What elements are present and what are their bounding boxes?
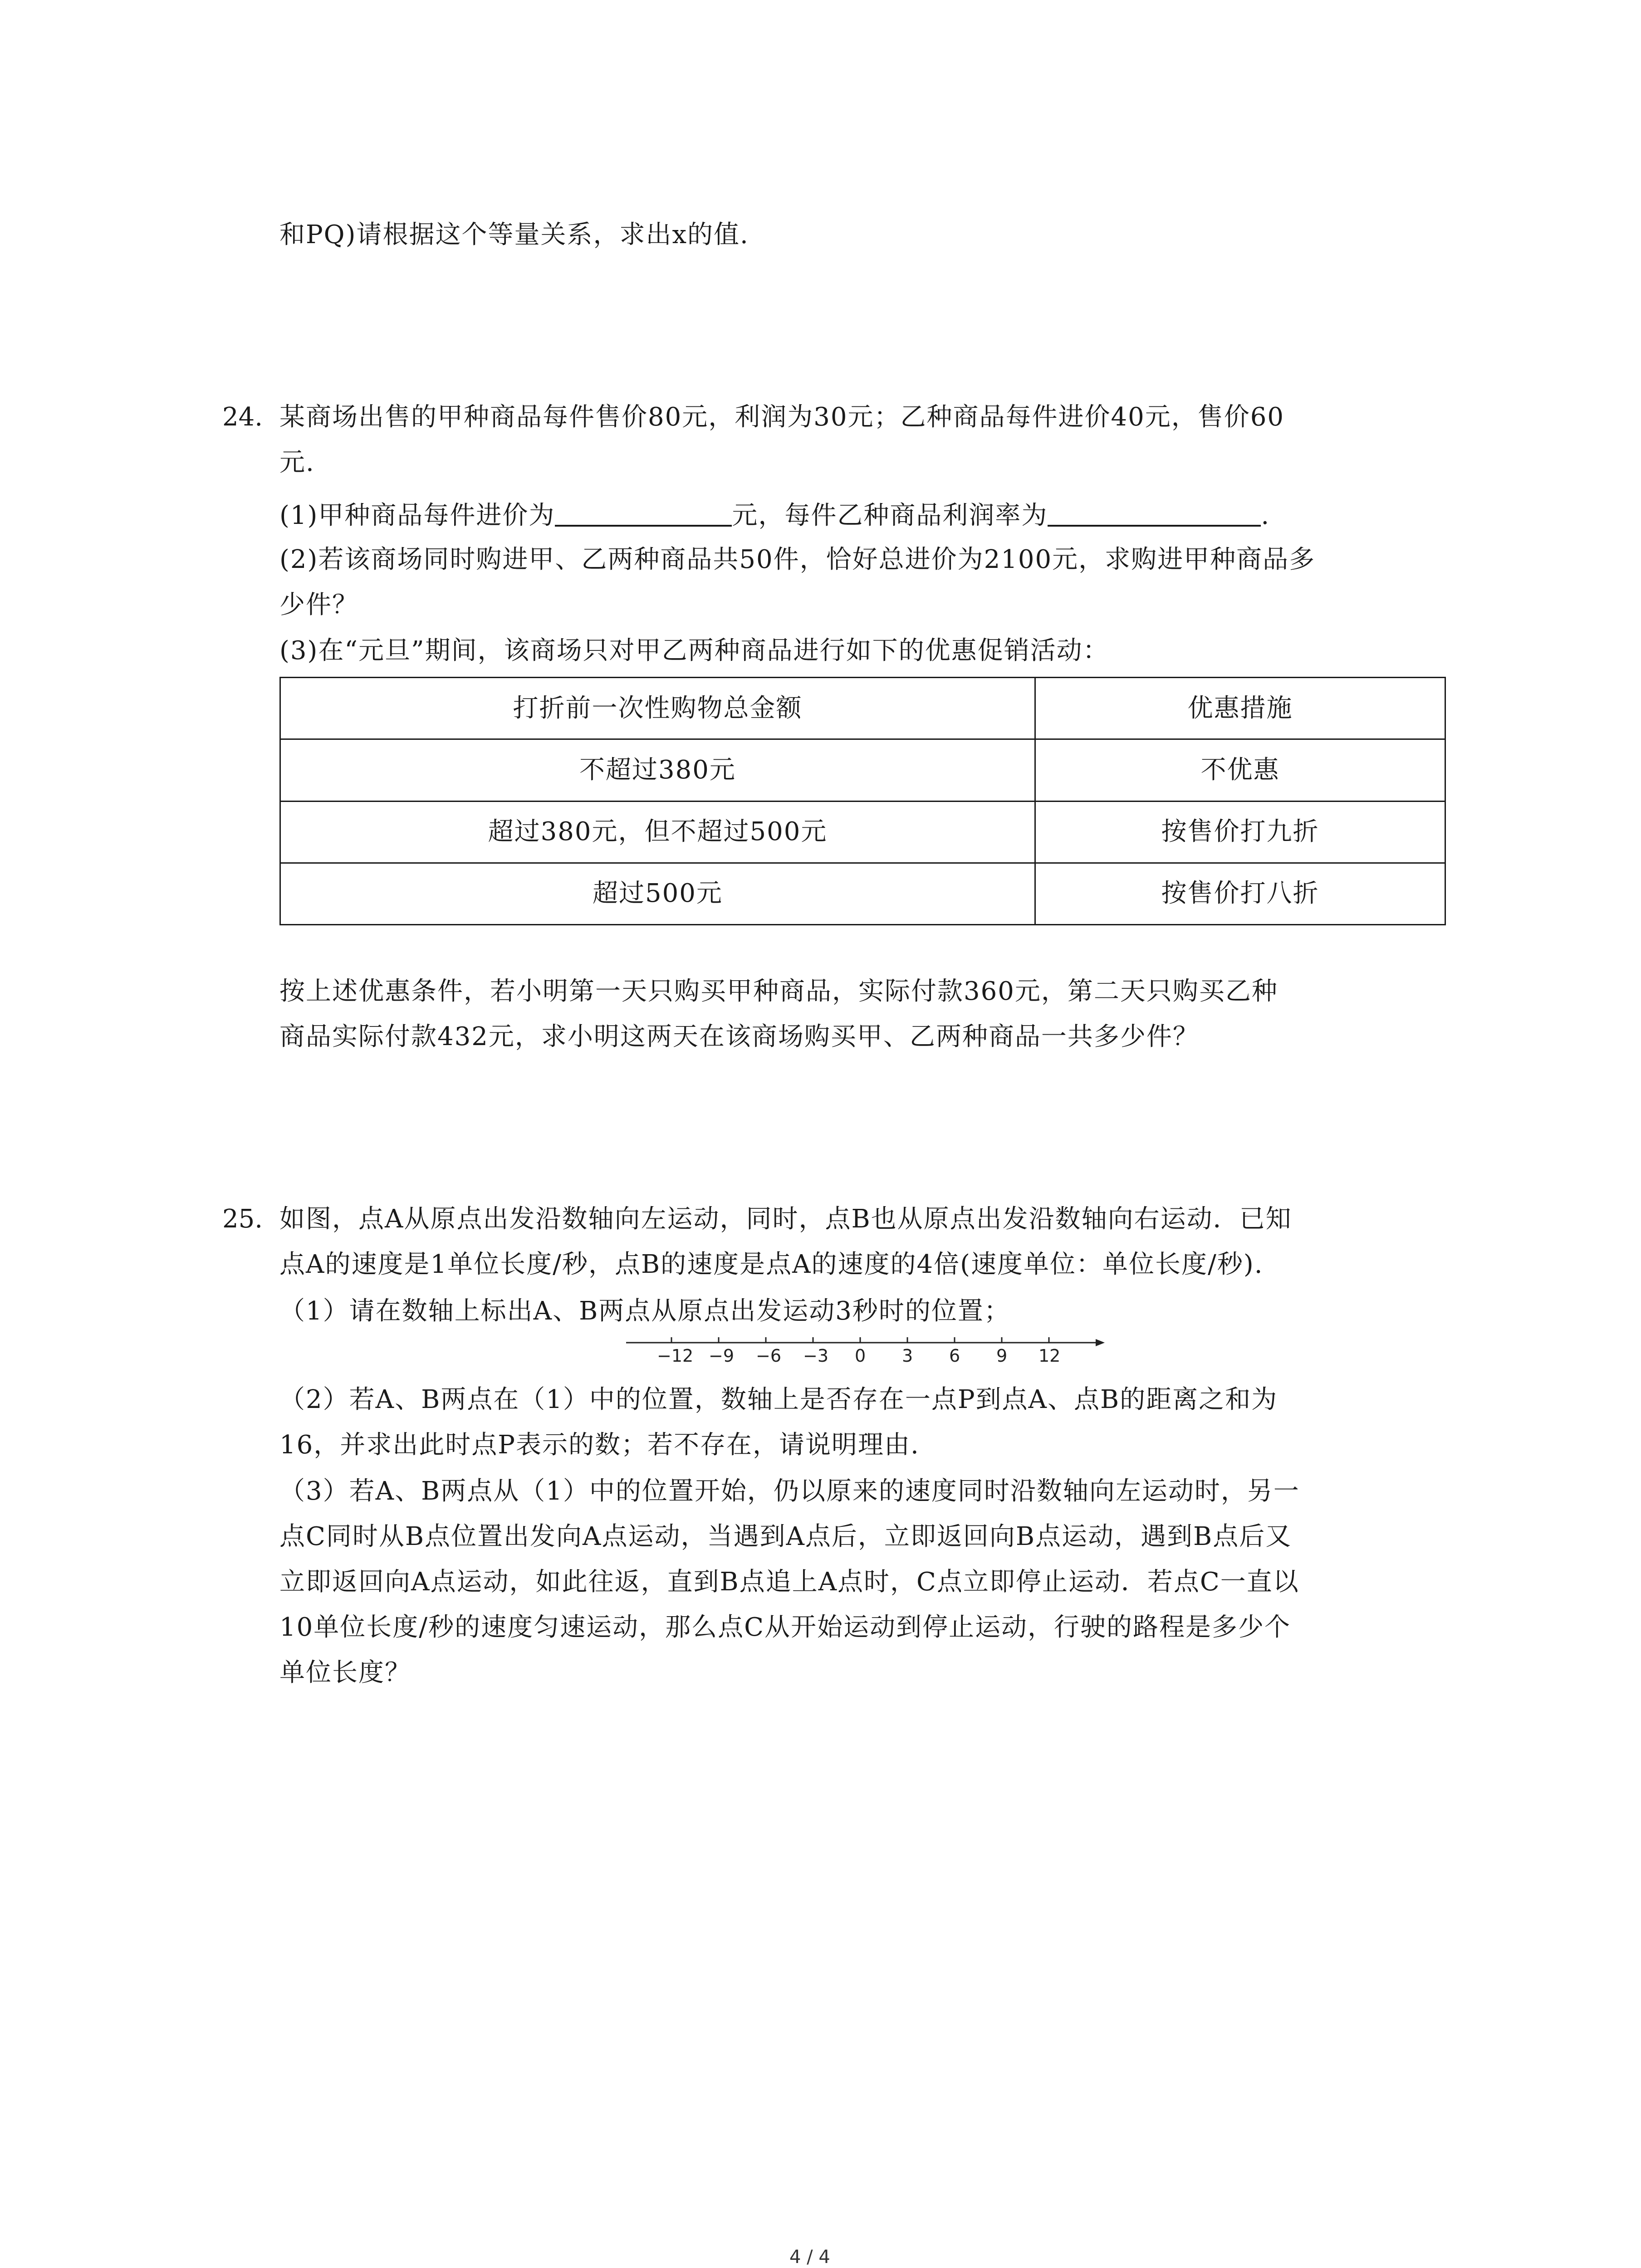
table-cell: 超过380元，但不超过500元 [280,801,1035,863]
axis-tick-label: −9 [709,1346,735,1366]
sub-question-text: (1)甲种商品每件进价为 [279,501,555,530]
table-header-row [280,678,1445,739]
table-cell: 不优惠 [1035,739,1445,801]
axis-tick-label: 3 [902,1346,913,1366]
sub-question-3: 单位长度？ [279,1658,411,1687]
discount-table [279,677,1446,925]
sub-question-text: 元，每件乙种商品利润率为 [732,501,1048,530]
arrow-right-icon [1096,1339,1105,1346]
question-stem: 元. [279,448,315,477]
question-number: 25. [222,1204,263,1234]
table-row [280,863,1445,924]
answer-blank[interactable] [555,502,732,527]
sub-question-3: 商品实际付款432元，求小明这两天在该商场购买甲、乙两种商品一共多少件？ [279,1022,1199,1051]
sub-question-3: 立即返回向A点运动，如此往返，直到B点追上A点时，C点立即停止运动．若点C一直以 [279,1567,1299,1597]
table-row [280,739,1445,801]
sub-question-3: 点C同时从B点位置出发向A点运动，当遇到A点后，立即返回向B点运动，遇到B点后又 [279,1522,1292,1551]
sub-question-2: (2)若该商场同时购进甲、乙两种商品共50件，恰好总进价为2100元，求购进甲种商品多 [279,545,1316,574]
table-cell: 按售价打八折 [1035,863,1445,924]
sub-question-1 [279,502,1270,528]
sub-question-2: 少件？ [279,590,358,620]
table-header-cell: 打折前一次性购物总金额 [280,678,1035,739]
question-stem: 点A的速度是1单位长度/秒，点B的速度是点A的速度的4倍(速度单位：单位长度/秒). [279,1250,1264,1279]
table-row [280,801,1445,863]
table-cell: 按售价打九折 [1035,801,1445,863]
sub-question-2: （2）若A、B两点在（1）中的位置，数轴上是否存在一点P到点A、点B的距离之和为 [279,1385,1278,1414]
question-stem: 如图，点A从原点出发沿数轴向左运动，同时，点B也从原点出发沿数轴向右运动．已知 [279,1204,1292,1234]
axis-tick-label: 12 [1038,1346,1061,1366]
table-header-cell: 优惠措施 [1035,678,1445,739]
table-cell: 不超过380元 [280,739,1035,801]
question-stem: 某商场出售的甲种商品每件售价80元，利润为30元；乙种商品每件进价40元，售价60 [279,402,1285,432]
sub-question-3: （3）若A、B两点从（1）中的位置开始，仍以原来的速度同时沿数轴向左运动时，另一 [279,1476,1300,1506]
axis-tick-label: −3 [803,1346,829,1366]
sub-question-3: 按上述优惠条件，若小明第一天只购买甲种商品，实际付款360元，第二天只购买乙种 [279,977,1278,1006]
axis-tick-label: −6 [756,1346,782,1366]
prev-question-tail: 和PQ)请根据这个等量关系，求出x的值. [279,220,749,249]
table-cell: 超过500元 [280,863,1035,924]
sub-question-3-intro: (3)在“元旦”期间，该商场只对甲乙两种商品进行如下的优惠促销活动： [279,636,1109,665]
sub-question-3: 10单位长度/秒的速度匀速运动，那么点C从开始运动到停止运动，行驶的路程是多少个 [279,1613,1291,1642]
sub-question-text: . [1261,501,1270,530]
axis-tick-label: 9 [996,1346,1008,1366]
sub-question-2: 16，并求出此时点P表示的数；若不存在，请说明理由. [279,1430,920,1460]
axis-tick-label: −12 [657,1346,694,1366]
question-number: 24. [222,402,263,432]
answer-blank[interactable] [1048,502,1261,527]
axis-tick-label: 6 [949,1346,960,1366]
sub-question-1: （1）请在数轴上标出A、B两点从原点出发运动3秒时的位置； [279,1296,1010,1326]
number-line-ticks [671,1337,1049,1343]
number-line[interactable] [626,1329,1107,1365]
axis-tick-label: 0 [855,1346,866,1366]
page-number: 4 / 4 [789,2247,830,2268]
